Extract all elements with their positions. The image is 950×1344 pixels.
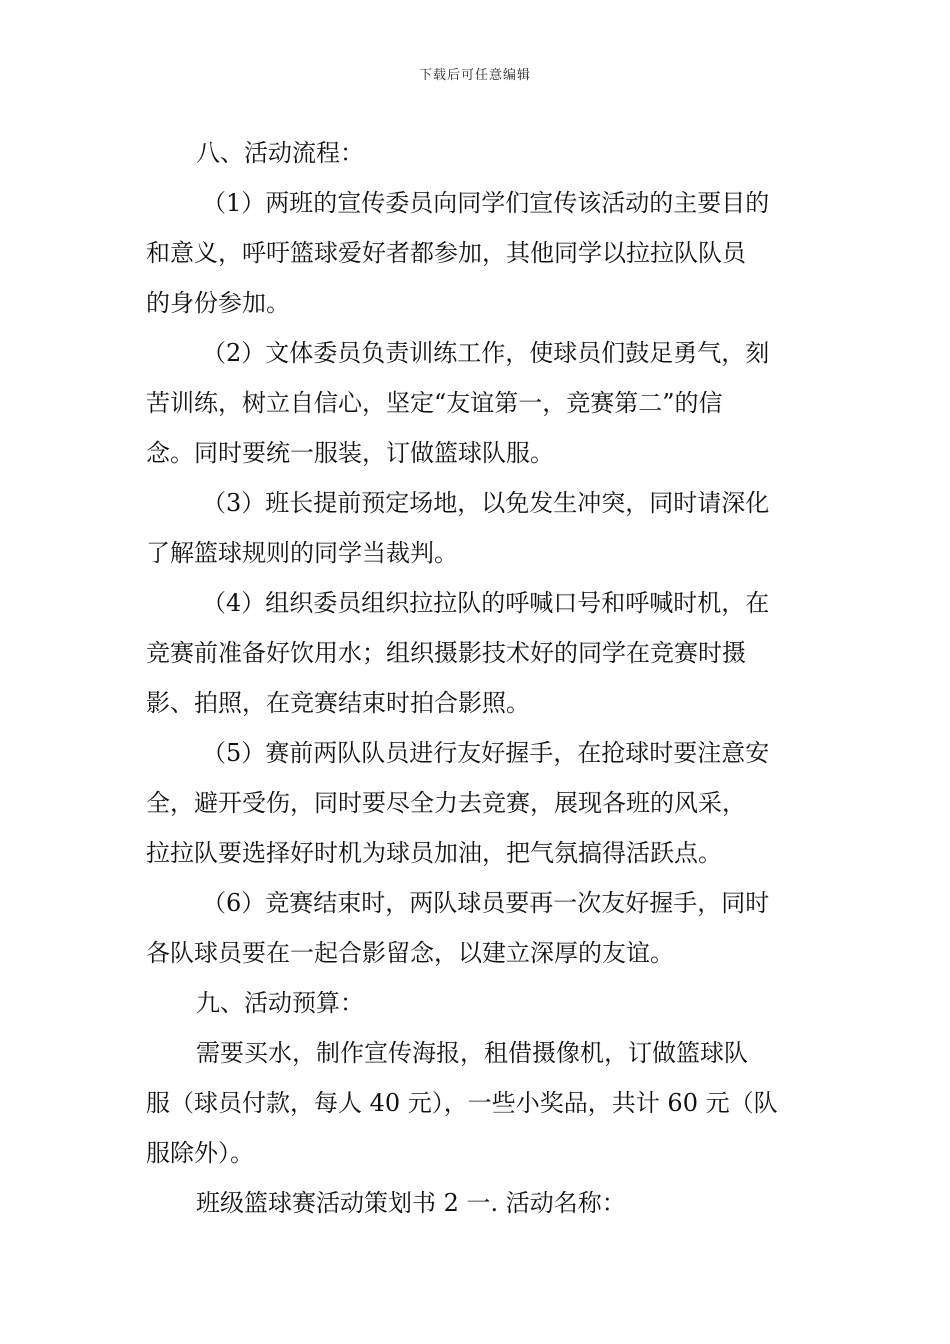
section-9-title: 九、活动预算：: [196, 989, 364, 1017]
section-8-title: 八、活动流程：: [196, 139, 364, 167]
budget-line-2: 服（球员付款，每人 40 元），一些小奖品，共计 60 元（队: [146, 1089, 778, 1117]
document-body: [146, 128, 806, 1228]
item-4-line-3: 影、拍照，在竞赛结束时拍合影照。: [146, 689, 530, 717]
item-6-line-2: 各队球员要在一起合影留念，以建立深厚的友谊。: [146, 939, 674, 967]
next-section-title: 班级篮球赛活动策划书 2 一. 活动名称：: [196, 1189, 626, 1217]
item-4-line-2: 竞赛前准备好饮用水；组织摄影技术好的同学在竞赛时摄: [146, 639, 746, 667]
item-1-line-3: 的身份参加。: [146, 289, 290, 317]
item-5-line-2: 全，避开受伤，同时要尽全力去竞赛，展现各班的风采，: [146, 789, 746, 817]
item-3-line-1: （3）班长提前预定场地，以免发生冲突，同时请深化: [202, 489, 770, 517]
page-header-note: 下载后可任意编辑: [418, 68, 531, 83]
item-1-line-2: 和意义，呼吁篮球爱好者都参加，其他同学以拉拉队队员: [146, 239, 746, 267]
item-5-line-3: 拉拉队要选择好时机为球员加油，把气氛搞得活跃点。: [146, 839, 722, 867]
budget-line-3: 服除外）。: [146, 1139, 254, 1167]
item-6-line-1: （6）竞赛结束时，两队球员要再一次友好握手，同时: [202, 889, 770, 917]
budget-line-1: 需要买水，制作宣传海报，租借摄像机，订做篮球队: [196, 1039, 748, 1067]
item-3-line-2: 了解篮球规则的同学当裁判。: [146, 539, 458, 567]
item-4-line-1: （4）组织委员组织拉拉队的呼喊口号和呼喊时机，在: [202, 589, 770, 617]
item-2-line-3: 念。同时要统一服装，订做篮球队服。: [146, 439, 554, 467]
item-5-line-1: （5）赛前两队队员进行友好握手，在抢球时要注意安: [202, 739, 770, 767]
item-1-line-1: （1）两班的宣传委员向同学们宣传该活动的主要目的: [202, 189, 770, 217]
item-2-line-2: 苦训练，树立自信心，坚定“友谊第一，竞赛第二”的信: [146, 389, 723, 417]
item-2-line-1: （2）文体委员负责训练工作，使球员们鼓足勇气，刻: [202, 339, 770, 367]
